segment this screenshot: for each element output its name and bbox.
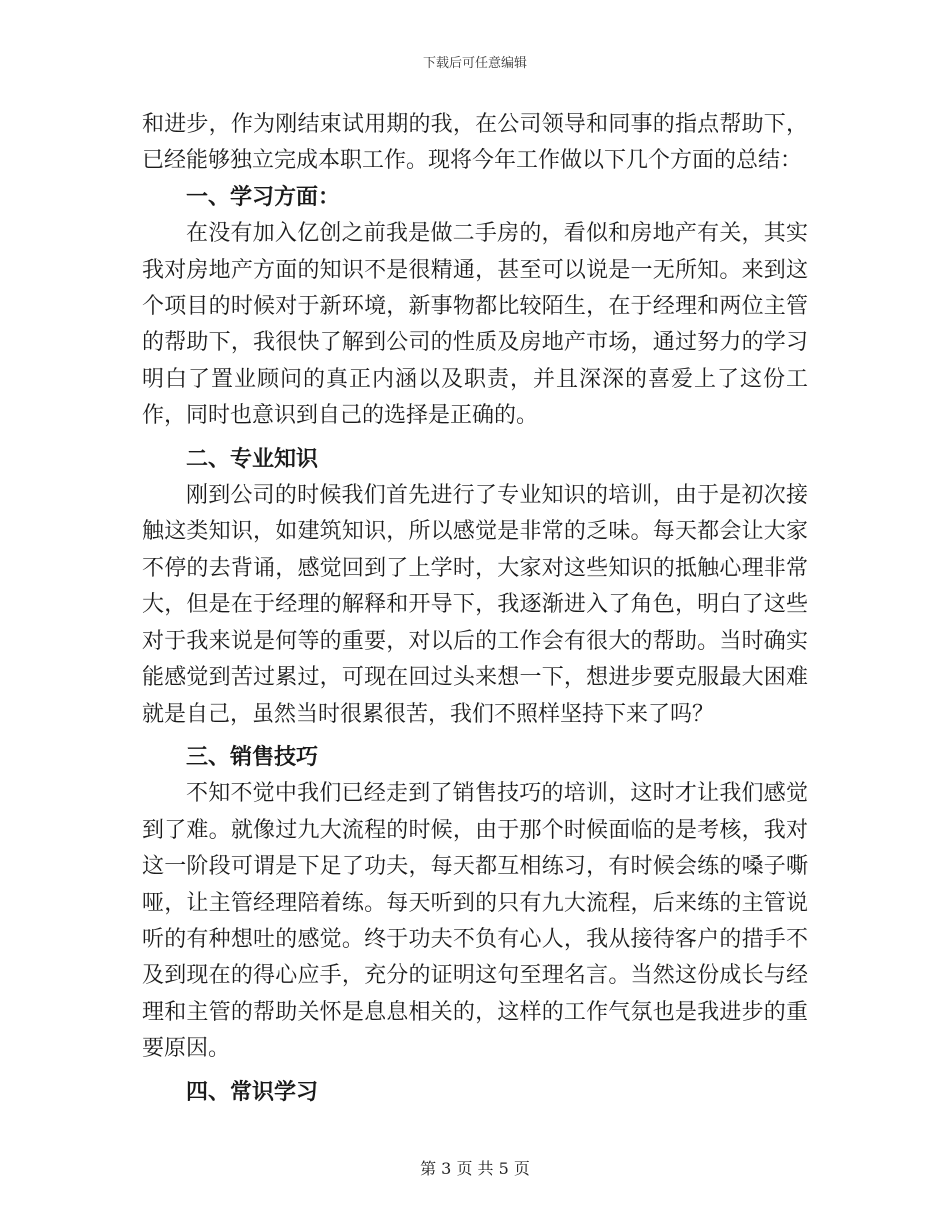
section-heading-study: 一、学习方面：	[186, 184, 341, 210]
section-heading-general-knowledge: 四、常识学习	[186, 1079, 319, 1105]
section-heading-professional-knowledge: 二、专业知识	[186, 446, 319, 472]
section-paragraph-professional-knowledge: 刚到公司的时候我们首先进行了专业知识的培训，由于是初次接触这类知识，如建筑知识，所以感觉是非常的乏味。每天都会让大家不停的去背诵，感觉回到了上学时，大家对这些知识的抵触心理非常大，但是在于经理的解释和开导下，我逐渐进入了角色，明白了这些对于我来说是何等的重要，对以后的工作会有很大的帮助。当时确实能感觉到苦过累过，可现在回过头来想一下，想进步要克服最大困难就是自己，虽然当时很累很苦，我们不照样坚持下来了吗？	[142, 483, 808, 727]
intro-paragraph: 和进步，作为刚结束试用期的我，在公司领导和同事的指点帮助下，已经能够独立完成本职工作。现将今年工作做以下几个方面的总结：	[142, 112, 808, 174]
document-body	[142, 107, 808, 1111]
section-paragraph-sales-skills: 不知不觉中我们已经走到了销售技巧的培训，这时才让我们感觉到了难。就像过九大流程的时候，由于那个时候面临的是考核，我对这一阶段可谓是下足了功夫，每天都互相练习，有时候会练的嗓子嘶哑，让主管经理陪着练。每天听到的只有九大流程，后来练的主管说听的有种想吐的感觉。终于功夫不负有心人，我从接待客户的措手不及到现在的得心应手，充分的证明这句至理名言。当然这份成长与经理和主管的帮助关怀是息息相关的，这样的工作气氛也是我进步的重要原因。	[142, 781, 808, 1062]
page-number: 第 3 页 共 5 页	[420, 1159, 530, 1178]
page-header: 下载后可任意编辑	[422, 56, 527, 71]
section-heading-sales-skills: 三、销售技巧	[186, 744, 319, 770]
section-paragraph-study: 在没有加入亿创之前我是做二手房的，看似和房地产有关，其实我对房地产方面的知识不是很精通，甚至可以说是一无所知。来到这个项目的时候对于新环境，新事物都比较陌生，在于经理和两位主管的帮助下，我很快了解到公司的性质及房地产市场，通过努力的学习明白了置业顾问的真正内涵以及职责，并且深深的喜爱上了这份工作，同时也意识到自己的选择是正确的。	[142, 221, 808, 429]
